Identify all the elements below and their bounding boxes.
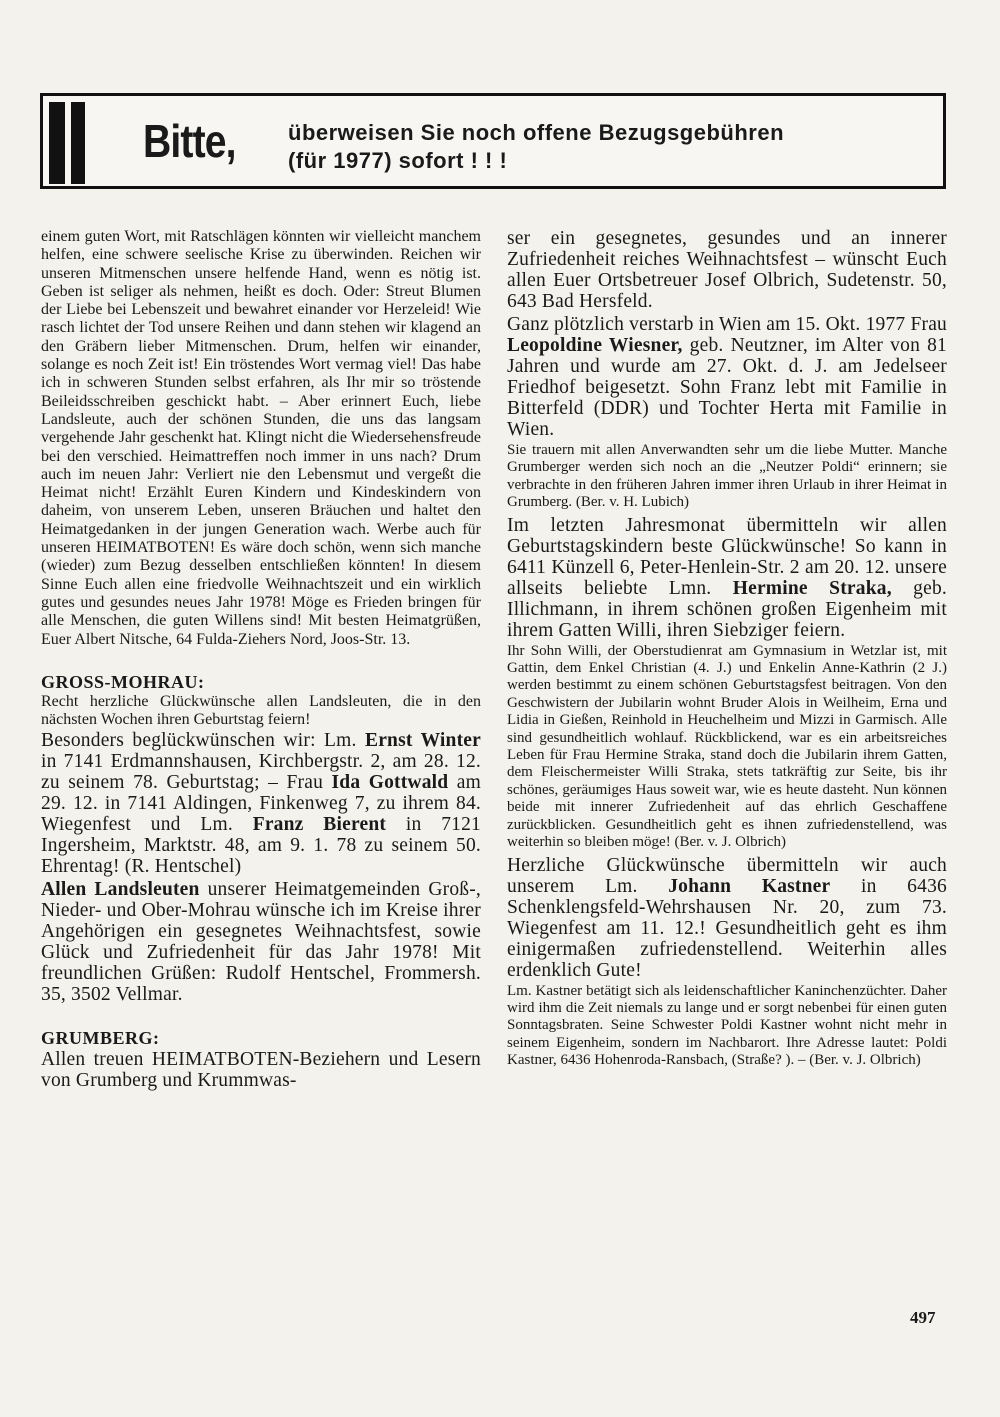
- right-column: [507, 228, 947, 1073]
- text-run: Im letzten Jahresmonat übermitteln wir allen Geburtstagskindern beste Glückwünsche! So kann in 6411 Künzell 6, Peter-Henlein-Str. 2 am 20. 12. unsere allseits beliebte Lmn.: [507, 514, 947, 599]
- birthday-paragraph: [507, 855, 947, 981]
- name-bold: Franz Bierent: [252, 813, 387, 835]
- article-paragraph: Lm. Kastner betätigt sich als leidenschaftlicher Kaninchenzüchter. Daher wird ihm die Zeit niemals zu lange und er sorgt nebenbei für einen guten Sonntagsbraten. Seine Schwester Poldi Kastner wohnt nicht mehr in seinem Eigenheim, sondern im Nachbarort. Ihre Adresse lautet: Poldi Kastner, 6436 Hohenroda-Ransbach, (Straße? ). – (Ber. v. J. Olbrich): [507, 982, 947, 1069]
- name-bold: Ida Gottwald: [331, 771, 449, 793]
- text-run: geb. Illichmann, in ihrem schönen großen Eigenheim mit ihrem Gatten Willi, ihren Siebziger feiern.: [507, 577, 947, 641]
- banner-bar-decoration: [49, 102, 65, 184]
- left-column: [41, 228, 481, 1093]
- text-run: Besonders beglückwünschen wir: Lm.: [41, 729, 365, 751]
- name-bold: Leopoldine Wiesner,: [507, 335, 683, 356]
- text-run: in 7141 Erdmannshausen, Kirchbergstr. 2, am 28. 12. zu seinem 78. Geburtstag; – Frau: [41, 750, 481, 793]
- banner-bar-decoration: [71, 102, 85, 184]
- name-bold: Ernst Winter: [364, 729, 482, 751]
- article-paragraph: Recht herzliche Glückwünsche allen Landsleuten, die in den nächsten Wochen ihren Geburtstag feiern!: [41, 693, 481, 729]
- name-bold: Hermine Straka,: [732, 577, 892, 599]
- banner-headline: Bitte,: [143, 115, 236, 167]
- name-bold: Allen Landsleuten: [41, 878, 200, 900]
- banner-message-line2: (für 1977) sofort ! ! !: [288, 148, 508, 173]
- text-run: in 6436 Schenklengsfeld-Wehrshausen Nr. 20, zum 73. Wiegenfest am 11. 12.! Gesundheitlich geht es ihm einigermaßen zufriedenstellend. Weiterhin alles erdenklich Gute!: [507, 875, 947, 981]
- text-run: am 29. 12. in 7141 Aldingen, Finkenweg 7, zu ihrem 84. Wiegenfest und Lm.: [41, 771, 481, 835]
- page-number: 497: [910, 1308, 936, 1327]
- text-run: geb. Neutzner, im Alter von 81 Jahren und wurde am 27. Okt. d. J. am Jedelseer Friedhof beigesetzt. Sohn Franz lebt mit Familie in Bitterfeld (DDR) und Tochter Herta mit Familie in Wien.: [507, 335, 948, 440]
- article-paragraph: Allen treuen HEIMATBOTEN-Beziehern und Lesern von Grumberg und Krummwas-: [41, 1049, 481, 1092]
- birthday-paragraph: [41, 730, 481, 877]
- article-paragraph: Sie trauern mit allen Anverwandten sehr um die liebe Mutter. Manche Grumberger werden sich noch an die „Neutzer Poldi“ erinnern; sie verbrachte in den früheren Jahren immer ihren Urlaub in ihrer Heimat in Grumberg. (Ber. v. H. Lubich): [507, 442, 947, 511]
- article-paragraph: ser ein gesegnetes, gesundes und an innerer Zufriedenheit reiches Weihnachtsfest – wünscht Euch allen Euer Ortsbetreuer Josef Olbrich, Sudetenstr. 50, 643 Bad Hersfeld.: [507, 228, 947, 312]
- text-run: Ganz plötzlich verstarb in Wien am 15. Okt. 1977 Frau: [507, 314, 947, 335]
- obituary-paragraph: [507, 314, 947, 440]
- section-heading-grumberg: GRUMBERG:: [41, 1027, 160, 1048]
- section-heading-gross-mohrau: GROSS-MOHRAU:: [41, 671, 205, 692]
- text-run: unserer Heimatgemeinden Groß-, Nieder- und Ober-Mohrau wünsche ich im Kreise ihrer Angehörigen ein gesegnetes Weihnachtsfest, sowie Glück und Zufriedenheit für das Jahr 1978! Mit freundlichen Grüßen: Rudolf Hentschel, Frommersh. 35, 3502 Vellmar.: [41, 878, 481, 1005]
- banner-message-line1: überweisen Sie noch offene Bezugsgebühren: [288, 120, 785, 145]
- article-paragraph: Ihr Sohn Willi, der Oberstudienrat am Gymnasium in Wetzlar ist, mit Gattin, dem Enkel Christian (4. J.) und Enkelin Anne-Kathrin (2 J.) werden bestimmt zu einem schönen Geburtstagsfest beitragen. Von den Geschwistern der Jubilarin wohnt Bruder Alois in Weilheim, Erna und Lidia in Gießen, Reinhold in Heuchelheim und Mizzi in Garmisch. Alle sind gesundheitlich wohlauf. Rückblickend, war es ein arbeitsreiches Leben für Frau Hermine Straka, stand doch die Jubilarin ihrem Gatten, dem Fleischermeister Willi Straka, stets tatkräftig zur Seite, bis ihr schönes, geräumiges Haus soweit war, wie es heute dasteht. Nun können beide mit innerer Zufriedenheit auf das ehrlich Geschaffene zurückblicken. Gesundheitlich geht es ihnen zufriedenstellend, was weiterhin so bleiben möge! (Ber. v. J. Olbrich): [507, 642, 947, 851]
- text-run: Herzliche Glückwünsche übermitteln wir auch unserem Lm.: [507, 854, 947, 897]
- text-run: in 7121 Ingersheim, Marktstr. 48, am 9. 1. 78 zu seinem 50. Ehrentag! (R. Hentschel): [41, 813, 481, 877]
- name-bold: Johann Kastner: [668, 875, 831, 897]
- article-paragraph: einem guten Wort, mit Ratschlägen könnten wir vielleicht manchem helfen, eine schwere seelische Krise zu überwinden. Reichen wir unseren Mitmenschen unsere helfende Hand, wenn es nötig ist. Geben ist seliger als nehmen, heißt es doch. Oder: Streut Blumen der Liebe bei Lebenszeit und bewahret einander vor Herzeleid! Wie rasch lichtet der Tod unsere Reihen und dann stehen wir klagend an den Gräbern lieber Mitmenschen. Drum, helfen wir einander, solange es noch Zeit ist! Ein tröstendes Wort vermag viel! Das habe ich in schweren Stunden selbst erfahren, als Ihr mir so tröstende Beileidsschreiben geschickt habt. – Aber erinnert Euch, liebe Landsleute, auch der schönen Stunden, die uns das langsam vergehende Jahr geschenkt hat. Klingt nicht die Wiedersehensfreude bei den verschied. Heimattreffen noch immer in uns nach? Drum auch im neuen Jahr: Verliert nie den Lebensmut und vergeßt die Heimat nicht! Erzählt Euren Kindern und Kindeskindern von daheim, von unserem Leben, unseren Bräuchen und haltet den Heimatgedanken in der jungen Generation wach. Werbe auch für unseren HEIMATBOTEN! Es wäre doch schön, wenn sich manche (wieder) zum Bezug desselben entschließen könnten! In diesem Sinne Euch allen eine friedvolle Weihnachtszeit und ein wirklich gutes und gesundes neues Jahr 1978! Möge es Frieden bringen für alle Menschen, die guten Willens sind! Mit besten Heimatgrüßen, Euer Albert Nitsche, 64 Fulda-Ziehers Nord, Joos-Str. 13.: [41, 228, 481, 648]
- greeting-paragraph: [41, 879, 481, 1005]
- payment-reminder-banner: [40, 93, 946, 189]
- birthday-paragraph: [507, 515, 947, 641]
